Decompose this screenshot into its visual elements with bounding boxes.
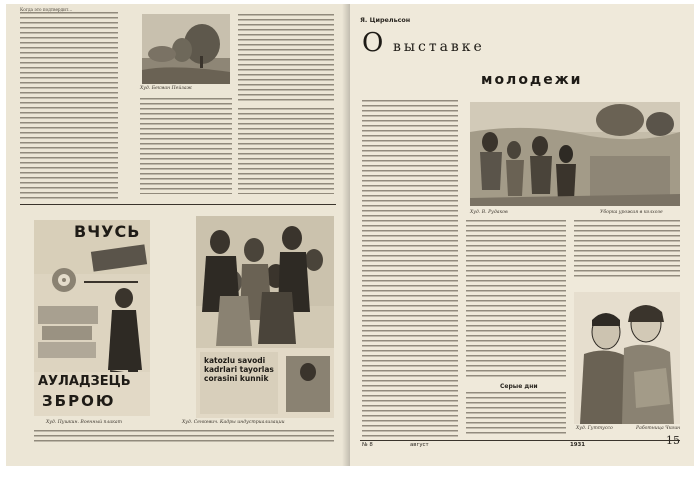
caption-painting-author: Худ. В. Рудаков [470,210,508,215]
right-column-2-text-lower [466,392,566,436]
landscape-drawing [142,14,230,84]
left-page [6,4,350,466]
caption-poster-military: Худ. Пушкин. Военный плакат [46,420,122,425]
harvest-painting [470,102,680,206]
article-title-o: О [362,28,385,58]
poster-industrialization [196,216,334,418]
caption-portrait-title: Работница Чкоин [636,426,681,431]
right-footer-rule [360,440,680,441]
footer-year: 1931 [570,442,586,448]
right-column-2-text [466,220,566,380]
poster-military-bottom-line2: ЗБРОЮ [42,392,116,410]
section-subheading: Серые дни [500,383,538,390]
portrait-painting [574,292,680,424]
poster-military [34,220,150,416]
left-mid-column-text [140,98,232,194]
left-right-column-text [238,14,334,102]
right-page [350,4,694,466]
article-title-line1 [362,28,485,58]
left-mid-column-text-2 [238,108,334,194]
right-column-3-text [574,220,680,280]
right-column-1-text [362,100,458,440]
left-top-text-start: Когда это подтвердит... [20,7,73,12]
magazine-spread [6,4,694,466]
portrait-painting-drawing [574,292,680,424]
footer-month: август [410,442,429,448]
article-title-rest: выставке [392,39,485,55]
caption-painting-title: Уборка урожая в колхозе [600,210,663,215]
caption-poster-industrialization: Худ. Сенкевич. Кадры индустриализации [182,420,285,425]
poster-military-top-text: ВЧУСЬ [74,222,141,241]
footer-issue: № 8 [362,442,373,448]
article-title-line2: молодежи [481,72,583,88]
poster-industrialization-text: katozlu savodi kadrlari tayorlas corasini kunnik [204,356,274,383]
article-author: Я. Цирельсон [360,16,411,24]
poster-industrialization-drawing [196,216,334,418]
harvest-painting-drawing [470,102,680,206]
landscape-painting [142,14,230,84]
caption-landscape: Худ. Бекман Пейзаж [140,86,192,91]
caption-portrait-author: Худ. Гуттуссо [576,426,613,431]
left-column-text [20,12,118,200]
poster-military-bottom-line1: АУЛАДЗЕЦЬ [38,374,131,389]
page-number: 15 [666,434,680,447]
left-divider-rule [20,204,336,205]
left-footnote-lines [34,430,334,444]
